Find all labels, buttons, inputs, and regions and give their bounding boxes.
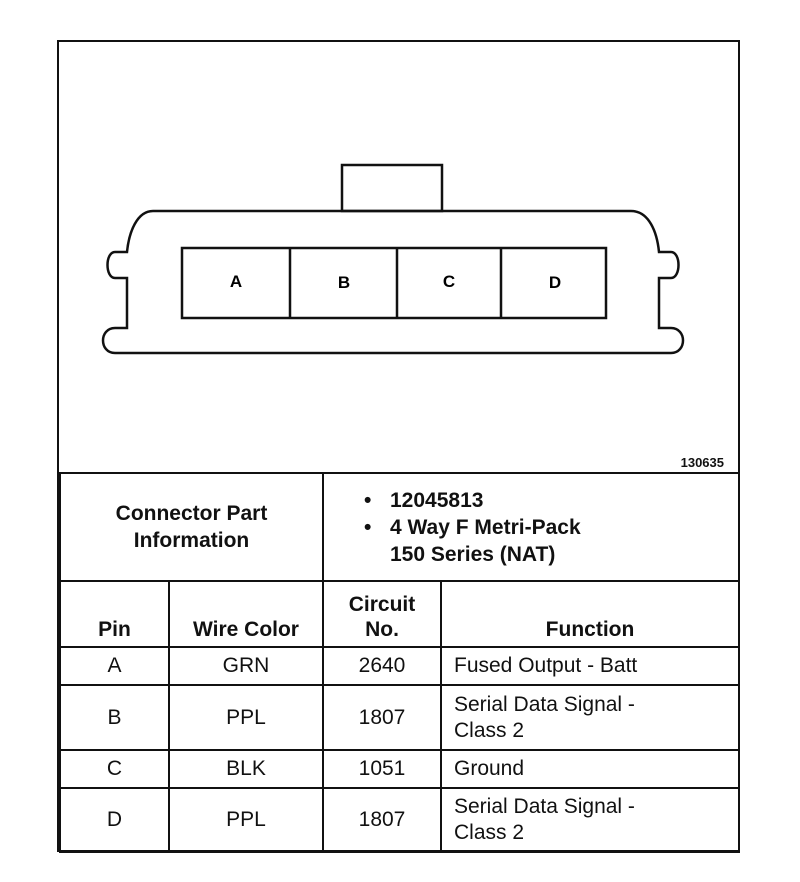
cell-circuit: 1807: [323, 685, 441, 750]
header-row: [60, 581, 739, 647]
part-number: • 12045813: [364, 487, 738, 514]
part-description-line1: • 4 Way F Metri-Pack: [390, 515, 581, 539]
table-row: [60, 685, 739, 750]
cell-wire-color: PPL: [169, 685, 323, 750]
diagram-frame: [57, 40, 740, 852]
cavity-block: [182, 248, 606, 318]
pin-label-b: B: [337, 273, 351, 292]
table-row: [60, 750, 739, 788]
cell-function-line2: Class 2: [454, 718, 525, 742]
pin-label-d: D: [548, 273, 562, 292]
header-function: Function: [441, 581, 739, 647]
part-info-list: [323, 473, 739, 581]
figure-id: 130635: [680, 455, 724, 470]
cell-pin: B: [60, 685, 169, 750]
part-description-line2: 150 Series (NAT): [390, 542, 556, 566]
cell-function: [441, 685, 739, 750]
part-info-row: [60, 473, 739, 581]
cell-wire-color: GRN: [169, 647, 323, 685]
header-circuit-line2: No.: [365, 618, 399, 641]
cell-circuit: 1051: [323, 750, 441, 788]
cell-pin: A: [60, 647, 169, 685]
connector-body: [103, 211, 683, 353]
connector-info-table: [59, 472, 740, 853]
cell-pin: D: [60, 788, 169, 852]
header-pin: Pin: [60, 581, 169, 647]
cell-function-line1: Fused Output - Batt: [454, 654, 638, 677]
cell-wire-color: BLK: [169, 750, 323, 788]
cell-circuit: 2640: [323, 647, 441, 685]
pin-label-a: A: [229, 272, 243, 291]
header-wire-color: Wire Color: [169, 581, 323, 647]
part-info-title: [60, 473, 323, 581]
header-circuit-line1: Circuit: [348, 593, 416, 616]
cell-function-line2: Class 2: [454, 821, 525, 844]
cell-pin: C: [60, 750, 169, 788]
cell-function-line1: Serial Data Signal -: [454, 795, 635, 818]
connector-latch: [342, 165, 442, 211]
part-info-title-line2: Information: [133, 529, 250, 552]
cell-function: [441, 647, 739, 685]
connector-drawing: [59, 42, 738, 474]
table-row: [60, 647, 739, 685]
connector-diagram: [59, 42, 738, 474]
pin-label-c: C: [442, 272, 456, 291]
cell-wire-color: PPL: [169, 788, 323, 852]
cell-function: [441, 750, 739, 788]
cell-function-line1: Ground: [454, 757, 525, 780]
cell-function: [441, 788, 739, 852]
part-description: [364, 514, 738, 568]
part-info-title-line1: Connector Part: [115, 502, 268, 525]
header-circuit: [323, 581, 441, 647]
cell-function-line1: Serial Data Signal -: [454, 692, 635, 716]
table-row: [60, 788, 739, 852]
cell-circuit: 1807: [323, 788, 441, 852]
